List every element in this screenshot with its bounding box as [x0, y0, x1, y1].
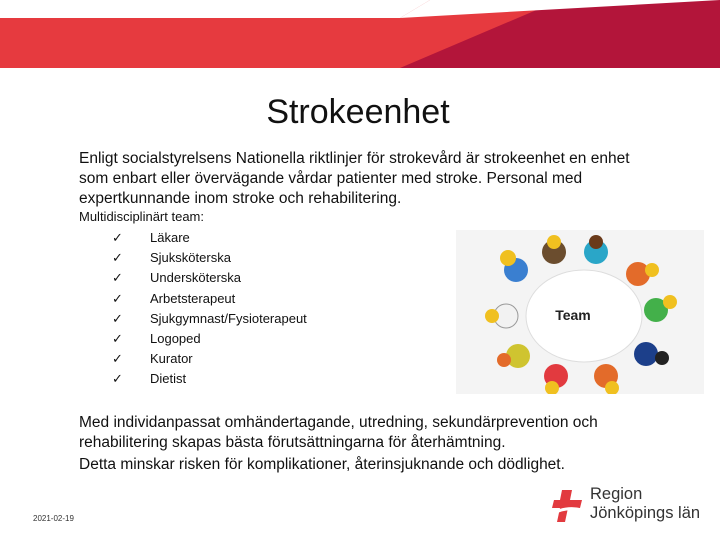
team-member-label: Läkare	[150, 230, 190, 245]
check-icon: ✓	[112, 310, 123, 326]
team-member-item	[112, 349, 307, 369]
team-member-label: Sjukgymnast/Fysioterapeut	[150, 310, 307, 326]
team-image	[456, 230, 704, 394]
team-member-item	[112, 329, 307, 349]
paragraph-rehab: Med individanpassat omhändertagande, utredning, sekundärprevention och rehabilitering skapas bästa förutsättningarna för återhämtning.	[79, 414, 598, 451]
team-member-item	[112, 309, 307, 329]
team-member-label: Undersköterska	[150, 270, 242, 286]
team-member-label: Kurator	[150, 351, 193, 367]
paragraph-risk: Detta minskar risken för komplikationer, återinsjuknande och dödlighet.	[79, 456, 565, 473]
team-member-item	[112, 369, 307, 389]
check-icon: ✓	[112, 351, 123, 367]
logo-line2: Jönköpings län	[590, 504, 701, 522]
header-banner	[0, 0, 720, 68]
team-list	[112, 228, 307, 390]
team-member-item	[112, 228, 307, 248]
team-member-label: Arbetsterapeut	[150, 290, 236, 306]
logo-line1: Region	[590, 485, 643, 503]
logo-text	[590, 485, 700, 523]
slide-date: 2021-02-19	[33, 514, 74, 523]
image-label: Team	[555, 307, 591, 323]
check-icon: ✓	[112, 230, 123, 245]
slide-title: Strokeenhet	[266, 93, 450, 131]
check-icon: ✓	[112, 250, 123, 266]
team-member-label: Sjuksköterska	[150, 250, 231, 266]
team-member-label: Logoped	[150, 330, 201, 346]
check-icon: ✓	[112, 290, 123, 306]
team-member-item	[112, 248, 307, 268]
team-label: Multidisciplinärt team:	[79, 209, 204, 224]
team-member-item	[112, 289, 307, 309]
check-icon: ✓	[112, 270, 123, 286]
team-member-label: Dietist	[150, 371, 187, 387]
check-icon: ✓	[112, 330, 123, 346]
team-member-item	[112, 268, 307, 288]
check-icon: ✓	[112, 371, 123, 387]
intro-text: Enligt socialstyrelsens Nationella riktlinjer för strokevård är strokeenhet en enhet som enbart eller övervägande vårdar patienter med stroke. Personal med expertkunnande inom stroke och rehabilitering.	[79, 150, 630, 207]
